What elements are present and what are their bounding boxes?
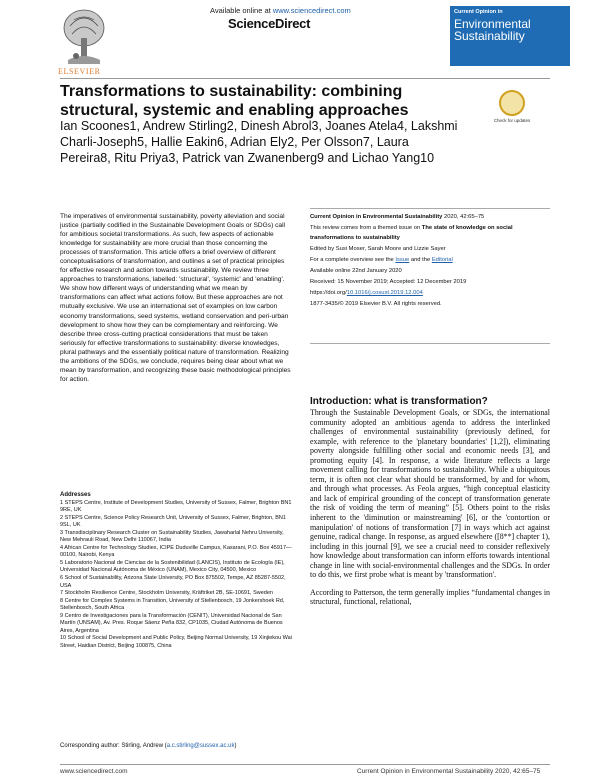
doi (310, 289, 550, 299)
edited-by: Edited by Susi Moser, Sarah Moore and Lizzie Sayer (310, 245, 446, 252)
address-item: 6 School of Sustainability, Arizona State University, PO Box 875502, Tempe, AZ 85287-5502, USA (60, 575, 286, 589)
issue-name: The state of knowledge on social transformations to sustainability (310, 225, 513, 241)
overview-and: and the (409, 256, 432, 263)
intro-body (310, 408, 550, 615)
address-item: 10 School of Social Development and Public Policy, Beijing Normal University, 19 Xinjiekou Wai Street, Haidian District, Beijing 100875, China (60, 635, 292, 649)
intro-paragraph-1: Through the Sustainable Development Goals, or SDGs, the international community adopted an ambitious agenda to address the interlinked challenges of environmental sustainability (previously defined, for example, with reference to the 'planetary boundaries' [1,2]), eliminating poverty alongside fulfilling other social and economic needs [3], and promoting equity [4]. In response, a wide literature reflects a large movement calling for transformations to sustainability. While a ubiquitous term, it is often not clear what should be transformed, by and for whom, and through what processes. As Feola argues, “high conceptual elasticity and lack of empirical grounding of the concept of transformation generate the risk of voiding the term of meaning” [5]. Others point to the risks inherent to the 'diminution or mainstreaming' [6], or the 'contortion or manipulation' of notions of transformation [7] in ways which act against genuine, radical change. In response, as argued elsewhere ([8**] chapter 1), including in this journal [9], we see a crucial need to consider reflexively how knowledge about transformation can inform efforts towards intentional change in line with social-environmental challenges and the SDGs. In order to do this, we first probe what is meant by 'transformation'. (310, 408, 550, 580)
journal-citation (310, 213, 550, 223)
header-divider (60, 78, 550, 79)
doi-prefix: https://doi.org/ (310, 290, 347, 297)
themed-issue (310, 224, 550, 243)
sciencedirect-url-link[interactable]: www.sciencedirect.com (272, 6, 351, 15)
overview-prefix: For a complete overview see the (310, 256, 396, 263)
corresponding-suffix: ) (234, 743, 237, 749)
article-info-box (310, 208, 550, 344)
footer-divider (60, 764, 550, 765)
address-item: 7 Stockholm Resilience Centre, Stockholm University, Kräftriket 2B, SE-10691, Sweden (60, 590, 273, 597)
journal-line: Current Opinion in Environmental Sustainability (310, 214, 443, 220)
corresponding-author (60, 743, 300, 749)
editorial-link[interactable]: Editorial (431, 256, 453, 263)
abstract: The imperatives of environmental sustainability, poverty alleviation and social justice (partially codified in the Sustainable Development Goals or SDGs) call for ambitious societal transformations. As such, few aspects of actionable knowledge for sustainability are more crucial than those concerning the processes of transformation. This article offers a brief overview of different conceptualisations of transformation, and outlines a set of practical principles for effective research and action towards sustainability. We review three approaches to transformations, labelled: 'structural', 'systemic' and 'enabling'. We show how different ways of understanding what we mean by transformations can affect what actions follow. But these approaches are not mutually exclusive. We use an international set of examples on low carbon economy transformations, seed systems, wetland conservation and peri-urban development to show how they can be complementary and reinforcing. We describe three cross-cutting practical considerations that must be taken seriously for effective transformations to sustainability: diverse knowledges, plural pathways and the essentially political nature of transformation. Realizing the ambitions of the SDGs, we conclude, requires being clear about what we mean by transformation, and recognizing these basic methodological principles for action. (60, 213, 291, 383)
sciencedirect-wordmark: ScienceDirect (228, 16, 311, 31)
overview (310, 256, 550, 266)
corresponding-prefix: Corresponding author: Stirling, Andrew ( (60, 743, 167, 749)
address-item: 9 Centro de Investigaciones para la Transformación (CENIT), Universidad Nacional de San Martín (UNSAM), Av. Pres. Roque Sáenz Peña 832, CP1035, Ciudad Autónoma de Buenos Aires, Argentina (60, 612, 283, 634)
publisher-name: ELSEVIER (58, 67, 101, 76)
available-prefix: Available online at (210, 6, 273, 15)
check-updates-icon (499, 90, 525, 116)
received-accepted: Received: 15 November 2019; Accepted: 12 December 2019 (310, 279, 467, 286)
addresses (60, 492, 292, 650)
address-item: 1 STEPS Centre, Institute of Development Studies, University of Sussex, Falmer, Brighton BN1 9RE, UK (60, 499, 292, 514)
copyright: 1877-3435/© 2019 Elsevier B.V. All rights reserved. (310, 301, 442, 308)
available-online-date: Available online 22nd January 2020 (310, 267, 402, 274)
footer-url-link[interactable]: www.sciencedirect.com (60, 768, 128, 775)
available-online (210, 6, 351, 15)
address-item: 8 Centre for Complex Systems in Transition, University of Stellenbosch, 19 Jonkershoek Rd, Stellenbosch, South Africa (60, 597, 285, 612)
journal-cite: 2020, 42:65–75 (442, 214, 485, 220)
issue-prefix: This review comes from a themed issue on (310, 225, 422, 232)
address-item: 2 STEPS Centre, Science Policy Research Unit, University of Sussex, Falmer, Brighton, BN1 9SL, UK (60, 514, 286, 529)
address-item: 4 African Centre for Technology Studies, ICIPE Duduville Campus, Kasarani, P.O. Box 45917—00100, Nairobi, Kenya (60, 544, 292, 559)
journal-name: Environmental Sustainability (454, 17, 531, 43)
intro-paragraph-2: According to Patterson, the term generally implies “fundamental changes in structural, functional, relational, (310, 587, 550, 607)
issue-link[interactable]: Issue (395, 256, 410, 263)
addresses-heading: Addresses (60, 492, 91, 498)
address-item: 5 Laboratorio Nacional de Ciencias de la Sostenibilidad (LANCIS), Instituto de Ecología (IE), Universidad Nacional Autónoma de México (UNAM), Mexico City, 04500, Mexico (60, 559, 285, 574)
footer-citation: Current Opinion in Environmental Sustainability 2020, 42:65–75 (357, 768, 541, 775)
journal-banner (450, 6, 570, 66)
check-for-updates-badge[interactable] (487, 90, 537, 123)
author-list: Ian Scoones1, Andrew Stirling2, Dinesh Abrol3, Joanes Atela4, Lakshmi Charli-Joseph5, Hallie Eakin6, Adrian Ely2, Per Olsson7, Laura Pereira8, Ritu Priya3, Patrick van Zwanenberg9 and Lichao Yang10 (60, 119, 458, 165)
corresponding-email-link[interactable]: a.c.stirling@sussex.ac.uk (166, 743, 235, 749)
address-item: 3 Transdisciplinary Research Cluster on Sustainability Studies, Jawaharlal Nehru University, New Mehrauli Road, New Delhi 110067, India (60, 529, 284, 544)
intro-heading: Introduction: what is transformation? (310, 396, 488, 407)
check-updates-label: Check for updates (493, 118, 531, 123)
article-title: Transformations to sustainability: combining structural, systemic and enabling approaches (60, 83, 409, 119)
doi-link[interactable]: 10.1016/j.cosust.2019.12.004 (346, 290, 423, 297)
journal-prefix: Current Opinion in (454, 9, 503, 15)
elsevier-tree-logo (60, 6, 108, 68)
